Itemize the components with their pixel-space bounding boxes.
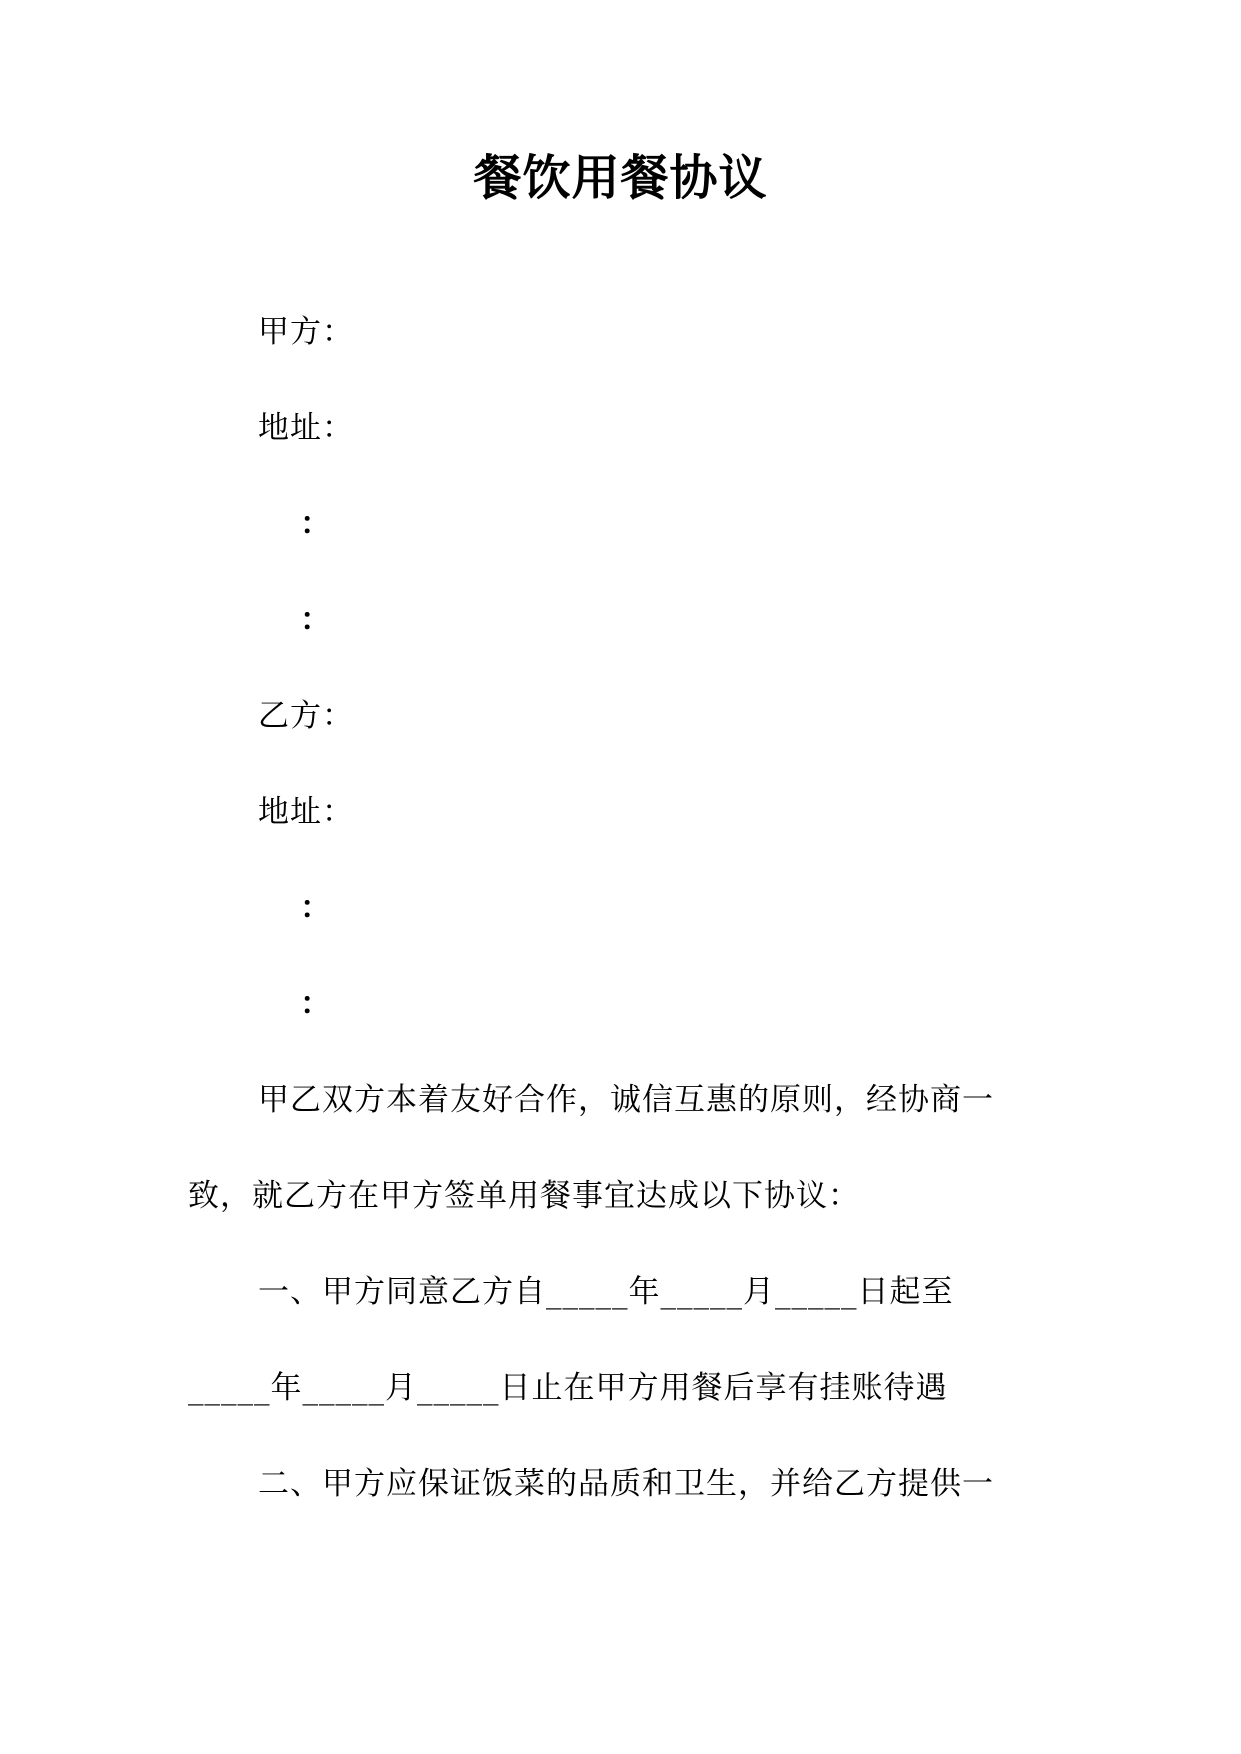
party-b-blank-field-1: ：: [300, 890, 332, 926]
clause-1-line-2: _____年_____月_____日止在甲方用餐后享有挂账待遇: [188, 1370, 948, 1406]
intro-paragraph-line-2: 致，就乙方在甲方签单用餐事宜达成以下协议：: [188, 1178, 860, 1214]
party-a-address-label: 地址：: [258, 410, 354, 446]
party-a-blank-field-2: ：: [300, 602, 332, 638]
intro-paragraph-line-1: 甲乙双方本着友好合作，诚信互惠的原则，经协商一: [258, 1082, 994, 1118]
party-b-blank-field-2: ：: [300, 986, 332, 1022]
party-a-blank-field-1: ：: [300, 506, 332, 542]
document-title: 餐饮用餐协议: [473, 150, 768, 206]
party-a-label: 甲方：: [258, 314, 354, 350]
clause-2-line-1: 二、甲方应保证饭菜的品质和卫生，并给乙方提供一: [258, 1466, 994, 1502]
clause-1-line-1: 一、甲方同意乙方自_____年_____月_____日起至: [258, 1274, 954, 1310]
party-b-label: 乙方：: [258, 698, 354, 734]
party-b-address-label: 地址：: [258, 794, 354, 830]
